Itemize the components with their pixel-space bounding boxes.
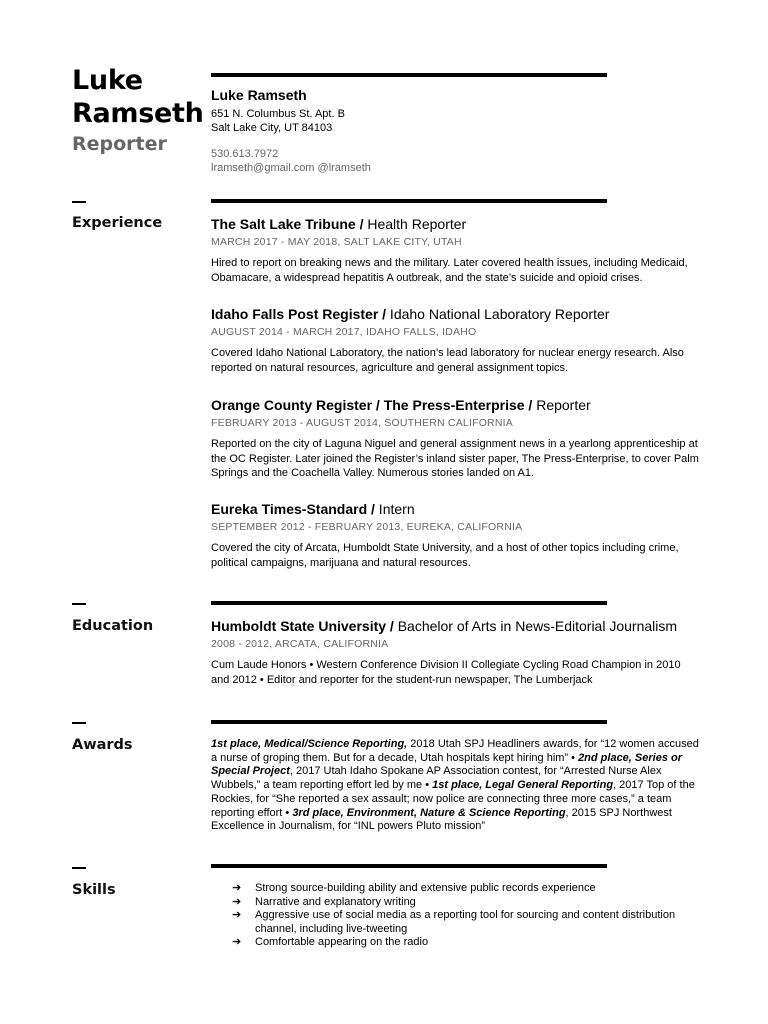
award-title: 2nd place, Series or Special Project — [211, 751, 682, 778]
job-title — [211, 305, 701, 323]
job-desc: Reported on the city of Laguna Niguel and general assignment news in a yearlong apprenticeship at the OC Register. Later joined the Register’s inland sister paper, The Press-Enterprise, to cover Palm Springs and the Coachella Valley. Numerous stories landed on A1. — [211, 438, 699, 479]
education-entry — [211, 617, 701, 687]
job-org: Idaho Falls Post Register / — [211, 306, 387, 322]
award-detail: 2018 Utah SPJ Headliners awards, for “12 women accused a nurse of groping them. But for a decade, Utah hospitals kept hiring him” • — [211, 738, 699, 764]
contact-block — [211, 88, 701, 175]
address-line1: 651 N. Columbus St. Apt. B — [211, 108, 345, 120]
job-position: Health Reporter — [363, 216, 467, 232]
contact-rule — [211, 73, 607, 77]
education-desc: Cum Laude Honors • Western Conference Division II Collegiate Cycling Road Champion in 2010 and 2012 • Editor and reporter for the student-run newspaper, The Lumberjack — [211, 659, 681, 686]
skill-item: ➔ Strong source-building ability and extensive public records experience — [232, 882, 596, 894]
awards-dash — [72, 722, 86, 724]
award-title: 1st place, Medical/Science Reporting, — [211, 738, 408, 750]
contact-name: Luke Ramseth — [211, 87, 307, 103]
education-rule — [211, 601, 607, 605]
phone: 530.613.7972 — [211, 148, 279, 160]
address-line2: Salt Lake City, UT 84103 — [211, 122, 333, 134]
job-desc: Covered the city of Arcata, Humboldt State University, and a host of other topics including crime, political campaigns, marijuana and natural resources. — [211, 542, 679, 569]
job-position: Intern — [374, 501, 415, 517]
experience-dash — [72, 201, 86, 203]
job-desc: Hired to report on breaking news and the military. Later covered health issues, including Medicaid, Obamacare, a widespread hepatitis A outbreak, and the state’s suicide and opioid crises. — [211, 257, 688, 284]
experience-rule — [211, 199, 607, 203]
job-org: Eureka Times-Standard / — [211, 501, 375, 517]
job-meta: SEPTEMBER 2012 - FEBRUARY 2013, EUREKA, CALIFORNIA — [211, 521, 523, 533]
job-desc: Covered Idaho National Laboratory, the nation’s lead laboratory for nuclear energy research. Also reported on natural resources, agriculture and general assignment topics. — [211, 347, 684, 374]
skills-label: Skills — [72, 882, 116, 898]
job-title — [211, 396, 701, 414]
award-title: 1st place, Legal General Reporting — [432, 779, 614, 792]
job-position: Idaho National Laboratory Reporter — [386, 306, 610, 322]
award-detail: , 2015 SPJ Northwest Excellence in Journalism, for “INL powers Pluto mission” — [211, 806, 672, 833]
arrow-right-icon: ➔ — [232, 882, 242, 894]
arrow-right-icon: ➔ — [232, 909, 242, 921]
school-name: Humboldt State University / — [211, 618, 394, 634]
last-name: Ramseth — [72, 98, 204, 129]
first-name: Luke — [72, 65, 143, 96]
degree: Bachelor of Arts in News-Editorial Journalism — [393, 618, 678, 634]
education-label: Education — [72, 618, 154, 634]
job-entry — [211, 305, 701, 375]
name-heading — [72, 64, 202, 130]
awards-rule — [211, 720, 607, 724]
job-title — [211, 215, 701, 233]
skill-item: ➔ Comfortable appearing on the radio — [232, 936, 429, 948]
skills-list — [232, 882, 692, 950]
arrow-right-icon: ➔ — [232, 936, 242, 948]
experience-label: Experience — [72, 215, 163, 231]
job-meta: FEBRUARY 2013 - AUGUST 2014, SOUTHERN CALIFORNIA — [211, 417, 513, 429]
education-title — [211, 617, 701, 635]
job-position: Reporter — [532, 397, 591, 413]
email-handle: lramseth@gmail.com @lramseth — [211, 162, 371, 174]
arrow-right-icon: ➔ — [232, 895, 242, 908]
skill-item: ➔ Aggressive use of social media as a reporting tool for sourcing and content distribution channel, including live-tweeting — [232, 909, 676, 935]
job-meta: AUGUST 2014 - MARCH 2017, IDAHO FALLS, IDAHO — [211, 326, 477, 338]
role-title: Reporter — [72, 133, 167, 155]
award-title: 3rd place, Environment, Nature & Science Reporting — [292, 806, 566, 819]
award-detail: , 2017 Top of the Rockies, for “She reported a sex assault; now police are connecting three more cases,” a team reporting effort • — [211, 779, 695, 819]
job-meta: MARCH 2017 - MAY 2018, SALT LAKE CITY, UTAH — [211, 236, 462, 248]
awards-text — [211, 738, 701, 834]
awards-label: Awards — [72, 737, 133, 753]
education-meta: 2008 - 2012, ARCATA, CALIFORNIA — [211, 638, 389, 650]
skills-dash — [72, 867, 86, 869]
job-entry — [211, 215, 701, 285]
job-entry — [211, 500, 701, 570]
job-org: Orange County Register / The Press-Enterprise / — [211, 397, 533, 413]
skills-rule — [211, 864, 607, 868]
job-entry — [211, 396, 701, 481]
job-title — [211, 500, 701, 518]
skill-item: ➔ Narrative and explanatory writing — [232, 895, 416, 908]
award-detail: , 2017 Utah Idaho Spokane AP Association contest, for “Arrested Nurse Alex Wubbels,” a team reporting effort led by me • — [211, 765, 662, 792]
education-dash — [72, 603, 86, 605]
job-org: The Salt Lake Tribune / — [211, 216, 364, 232]
